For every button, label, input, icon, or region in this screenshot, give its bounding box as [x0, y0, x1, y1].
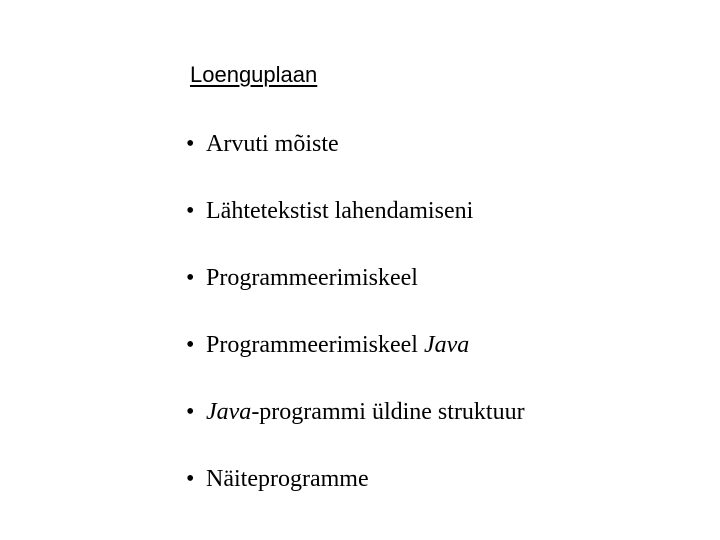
bullet-item: [186, 463, 525, 530]
bullet-item: [186, 128, 525, 195]
bullet-item: [186, 195, 525, 262]
bullet-list: [186, 128, 525, 530]
bullet-text: Näiteprogramme: [206, 466, 369, 492]
bullet-icon: •: [186, 332, 195, 358]
bullet-icon: •: [186, 466, 195, 492]
bullet-icon: •: [186, 265, 195, 291]
bullet-item: [186, 329, 525, 396]
bullet-item: [186, 262, 525, 329]
bullet-text: Programmeerimiskeel: [206, 265, 418, 291]
slide-title: Loenguplaan: [190, 62, 318, 87]
bullet-text-italic: Java: [423, 332, 470, 358]
bullet-icon: •: [186, 399, 195, 425]
bullet-text: Arvuti mõiste: [206, 131, 339, 157]
bullet-text: Lähtetekstist lahendamiseni: [206, 198, 474, 224]
bullet-icon: •: [186, 198, 195, 224]
bullet-text-italic: Java: [206, 399, 252, 425]
bullet-item: [186, 396, 525, 463]
bullet-text: Programmeerimiskeel: [206, 332, 424, 358]
bullet-text: -programmi üldine struktuur: [251, 399, 525, 425]
bullet-icon: •: [186, 131, 195, 157]
